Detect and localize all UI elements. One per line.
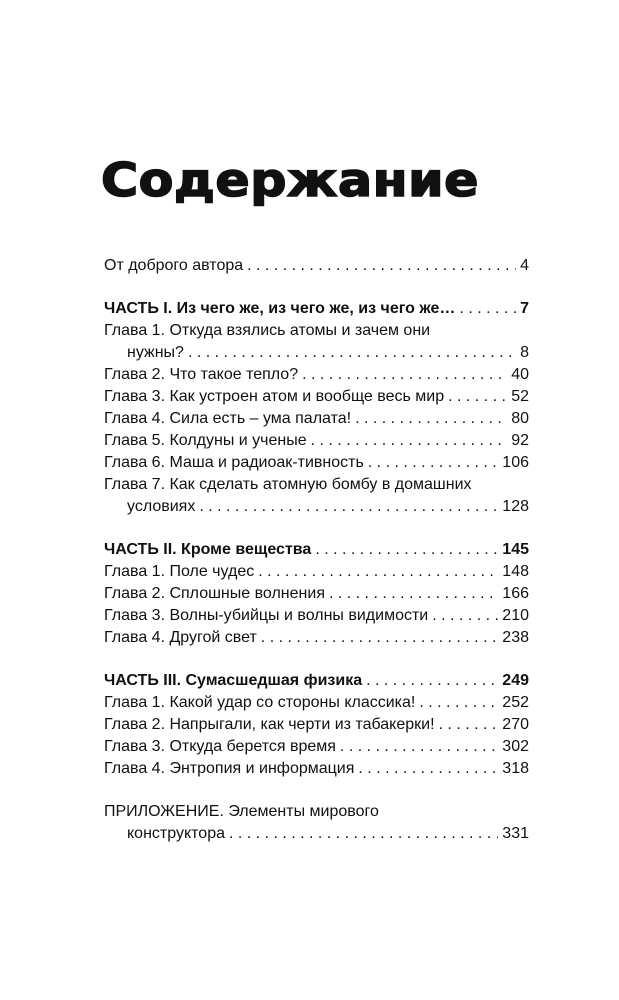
dot-leader (329, 583, 498, 605)
toc-page-number: 52 (511, 388, 529, 405)
dot-leader (302, 364, 507, 386)
toc-entry-label: ПРИЛОЖЕНИЕ. Элементы мирового (104, 803, 379, 820)
dot-leader (261, 627, 499, 649)
toc-page-number: 128 (502, 498, 529, 515)
toc-page-number: 8 (520, 344, 529, 361)
toc-entry-part2-chapter4 (104, 627, 529, 649)
dot-leader (315, 539, 498, 561)
toc-page-number: 7 (520, 300, 529, 317)
toc-page-number: 318 (502, 760, 529, 777)
dot-leader (355, 408, 507, 430)
toc-page-number: 252 (502, 694, 529, 711)
toc-part-1-heading (104, 298, 529, 320)
toc-entry-part1-chapter2 (104, 364, 529, 386)
toc-entry-label: Глава 6. Маша и радиоак-тивность (104, 454, 364, 471)
table-of-contents (104, 255, 529, 845)
toc-entry-part1-chapter3 (104, 386, 529, 408)
dot-leader (199, 496, 498, 518)
toc-page-number: 270 (502, 716, 529, 733)
toc-page-number: 302 (502, 738, 529, 755)
dot-leader (311, 430, 508, 452)
toc-entry-part3-chapter1 (104, 692, 529, 714)
toc-entry-label: ЧАСТЬ I. Из чего же, из чего же, из чего же… (104, 300, 456, 317)
toc-entry-label: нужны? (127, 344, 184, 361)
toc-page-number: 4 (520, 257, 529, 274)
toc-entry-part2-chapter3 (104, 605, 529, 627)
page-title: Содержание (101, 153, 480, 207)
toc-page-number: 238 (502, 629, 529, 646)
toc-entry-label: Глава 3. Как устроен атом и вообще весь мир (104, 388, 445, 405)
dot-leader (459, 298, 516, 320)
dot-leader (358, 758, 498, 780)
toc-entry-part1-chapter1 (104, 320, 529, 342)
toc-entry-label: Глава 1. Поле чудес (104, 563, 255, 580)
dot-leader (432, 605, 498, 627)
toc-entry-label: Глава 2. Что такое тепло? (104, 366, 299, 383)
toc-entry-label: Глава 2. Напрыгали, как черти из табакерки! (104, 716, 435, 733)
toc-page-number: 210 (502, 607, 529, 624)
toc-entry-label: Глава 4. Сила есть – ума палата! (104, 410, 352, 427)
toc-entry-label: условиях (127, 498, 196, 515)
toc-entry-label: Глава 5. Колдуны и ученые (104, 432, 307, 449)
toc-entry-part2-chapter2 (104, 583, 529, 605)
dot-leader (439, 714, 499, 736)
toc-entry-part1-chapter1-continuation (104, 342, 529, 364)
toc-entry-appendix-continuation (104, 823, 529, 845)
dot-leader (247, 255, 516, 277)
toc-entry-label: Глава 3. Волны-убийцы и волны видимости (104, 607, 429, 624)
dot-leader (368, 452, 499, 474)
toc-entry-part1-chapter7 (104, 474, 529, 496)
dot-leader (340, 736, 498, 758)
toc-entry-label: Глава 1. Откуда взялись атомы и зачем они (104, 322, 431, 339)
toc-entry-label: От доброго автора (104, 257, 244, 274)
dot-leader (258, 561, 498, 583)
dot-leader (419, 692, 498, 714)
toc-page-number: 40 (511, 366, 529, 383)
toc-page-number: 166 (502, 585, 529, 602)
dot-leader (229, 823, 498, 845)
toc-entry-part1-chapter7-continuation (104, 496, 529, 518)
toc-entry-label: Глава 7. Как сделать атомную бомбу в домашних (104, 476, 472, 493)
toc-entry-label: конструктора (127, 825, 225, 842)
toc-page-number: 106 (502, 454, 529, 471)
toc-entry-part1-chapter5 (104, 430, 529, 452)
toc-entry-label: Глава 2. Сплошные волнения (104, 585, 325, 602)
toc-page-number: 148 (502, 563, 529, 580)
toc-page-number: 331 (502, 825, 529, 842)
toc-page-number: 92 (511, 432, 529, 449)
toc-entry-preface (104, 255, 529, 277)
toc-entry-part1-chapter6 (104, 452, 529, 474)
toc-page-number: 249 (502, 672, 529, 689)
dot-leader (448, 386, 507, 408)
toc-entry-label: ЧАСТЬ II. Кроме вещества (104, 541, 312, 558)
toc-entry-label: Глава 4. Энтропия и информация (104, 760, 355, 777)
toc-entry-label: Глава 4. Другой свет (104, 629, 257, 646)
toc-entry-label: Глава 1. Какой удар со стороны классика! (104, 694, 416, 711)
toc-page-number: 80 (511, 410, 529, 427)
toc-entry-part3-chapter3 (104, 736, 529, 758)
dot-leader (366, 670, 498, 692)
toc-entry-part2-chapter1 (104, 561, 529, 583)
toc-entry-part3-chapter4 (104, 758, 529, 780)
toc-entry-appendix (104, 801, 529, 823)
toc-entry-label: Глава 3. Откуда берется время (104, 738, 336, 755)
toc-part-2-heading (104, 539, 529, 561)
toc-part-3-heading (104, 670, 529, 692)
toc-entry-label: ЧАСТЬ III. Сумасшедшая физика (104, 672, 363, 689)
toc-entry-part3-chapter2 (104, 714, 529, 736)
toc-entry-part1-chapter4 (104, 408, 529, 430)
toc-page-number: 145 (502, 541, 529, 558)
dot-leader (188, 342, 516, 364)
